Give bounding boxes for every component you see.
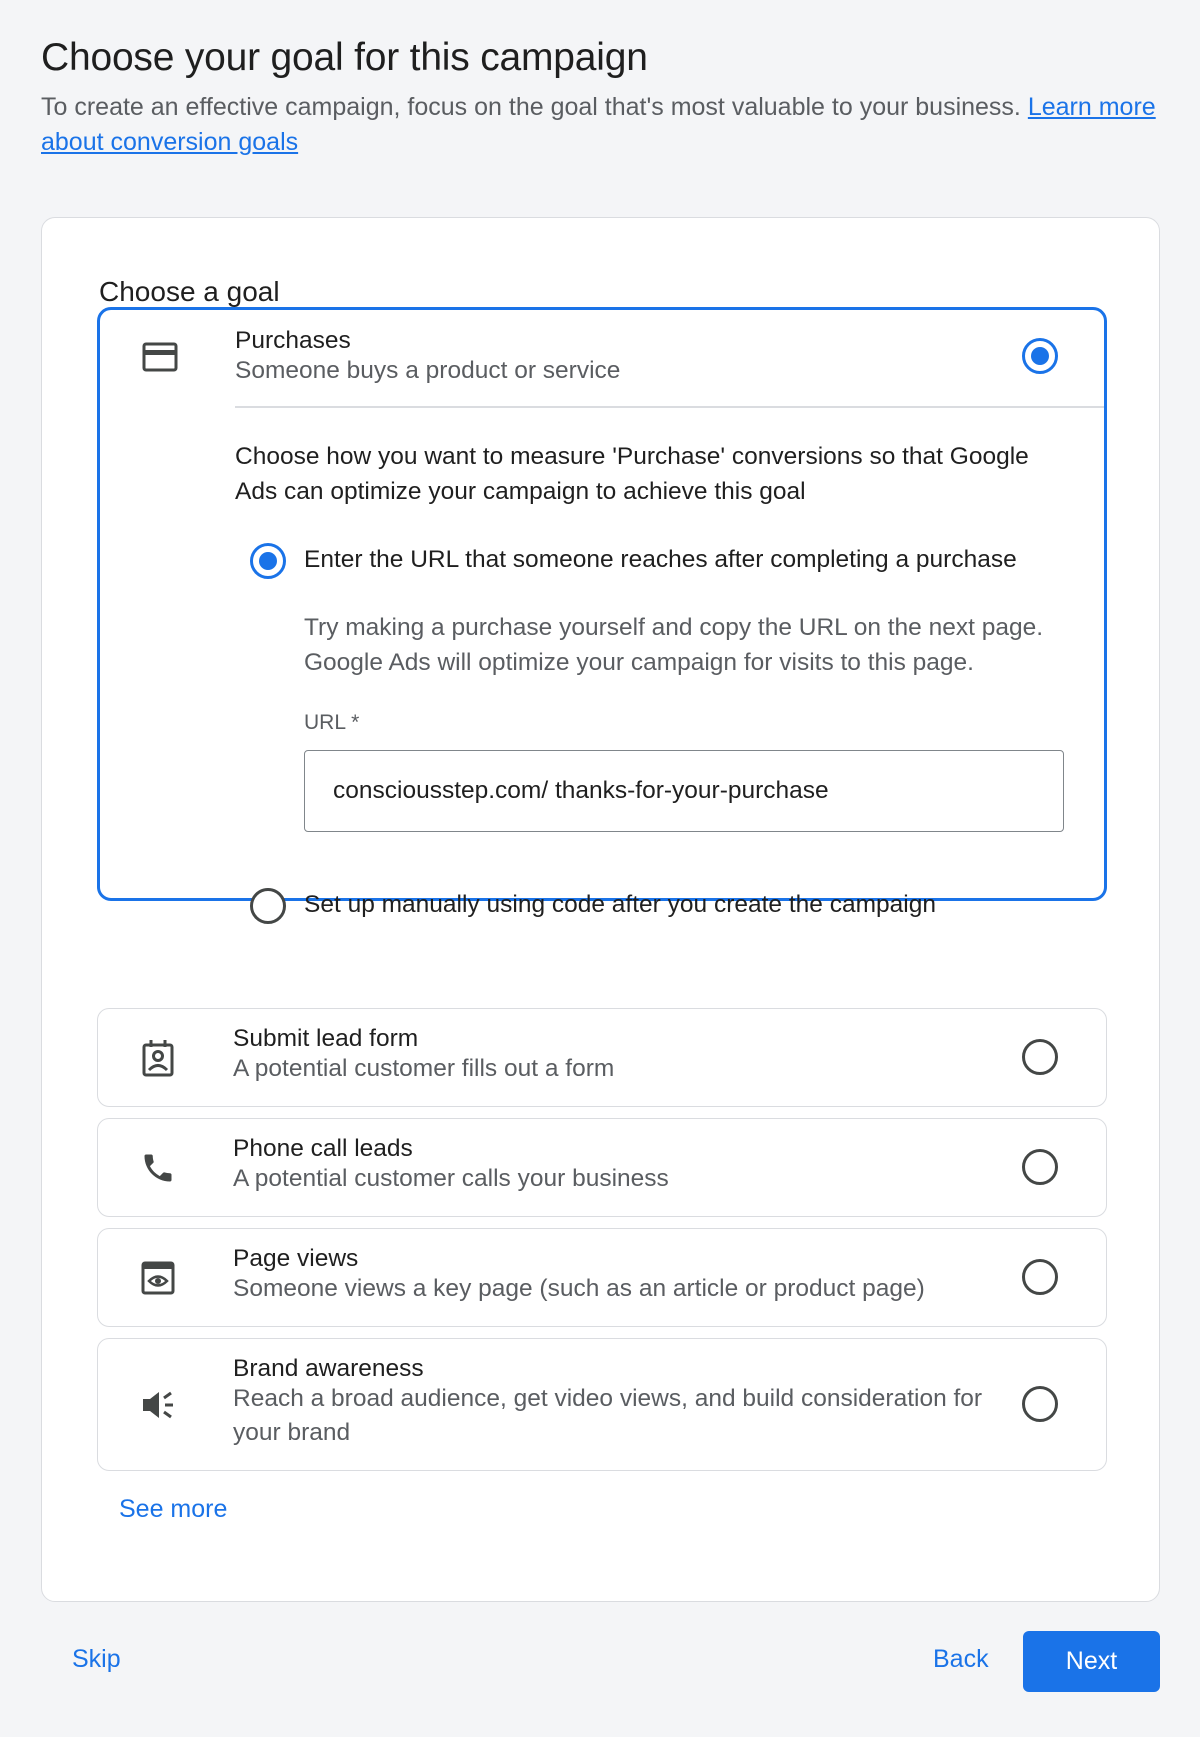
url-field-label: URL * [304, 711, 360, 734]
url-input[interactable] [304, 750, 1064, 832]
credit-card-icon [140, 337, 180, 377]
goal-title: Phone call leads [233, 1135, 413, 1162]
measure-instructions: Choose how you want to measure 'Purchase' conversions so that Google Ads can optimize your campaign to achieve this goal [235, 443, 1029, 505]
goal-description: A potential customer fills out a form [233, 1055, 615, 1082]
megaphone-icon [138, 1385, 178, 1425]
url-option-radio[interactable] [250, 543, 286, 579]
goal-title: Purchases [235, 327, 351, 354]
phone-call-radio[interactable] [1022, 1149, 1058, 1185]
manual-option-label[interactable]: Set up manually using code after you create the campaign [304, 891, 936, 918]
skip-button[interactable]: Skip [72, 1645, 121, 1673]
back-button[interactable]: Back [933, 1645, 989, 1673]
section-divider [235, 406, 1104, 408]
url-option-label[interactable]: Enter the URL that someone reaches after completing a purchase [304, 546, 1017, 573]
goal-card [41, 217, 1160, 1602]
goal-title: Brand awareness [233, 1355, 424, 1382]
goal-option-phone-call-leads[interactable] [97, 1118, 1107, 1217]
goal-description: Someone views a key page (such as an article or product page) [233, 1275, 925, 1302]
goal-option-submit-lead-form[interactable] [97, 1008, 1107, 1107]
next-button[interactable]: Next [1023, 1631, 1160, 1692]
intro-text [41, 90, 1161, 160]
contact-form-icon [138, 1038, 178, 1078]
see-more-link[interactable]: See more [119, 1495, 228, 1523]
intro-description: To create an effective campaign, focus on the goal that's most valuable to your business. [41, 93, 1021, 121]
card-title: Choose a goal [99, 276, 280, 307]
goal-description: A potential customer calls your business [233, 1165, 669, 1192]
goal-option-brand-awareness[interactable] [97, 1338, 1107, 1471]
goal-title: Page views [233, 1245, 359, 1272]
page-title: Choose your goal for this campaign [41, 36, 648, 79]
page-view-icon [138, 1258, 178, 1298]
goal-title: Submit lead form [233, 1025, 419, 1052]
page-views-radio[interactable] [1022, 1259, 1058, 1295]
lead-form-radio[interactable] [1022, 1039, 1058, 1075]
manual-option-radio[interactable] [250, 888, 286, 924]
goal-description: Reach a broad audience, get video views, and build consideration for your brand [233, 1385, 983, 1446]
purchases-radio[interactable] [1022, 338, 1058, 374]
goal-description: Someone buys a product or service [235, 357, 621, 384]
learn-more-link[interactable]: Learn more about conversion goals [41, 93, 1156, 156]
brand-awareness-radio[interactable] [1022, 1386, 1058, 1422]
url-hint: Try making a purchase yourself and copy the URL on the next page. Google Ads will optimize your campaign for visits to this page. [304, 614, 1044, 676]
goal-option-purchases[interactable] [97, 307, 1107, 918]
phone-icon [138, 1148, 178, 1188]
goal-option-page-views[interactable] [97, 1228, 1107, 1327]
